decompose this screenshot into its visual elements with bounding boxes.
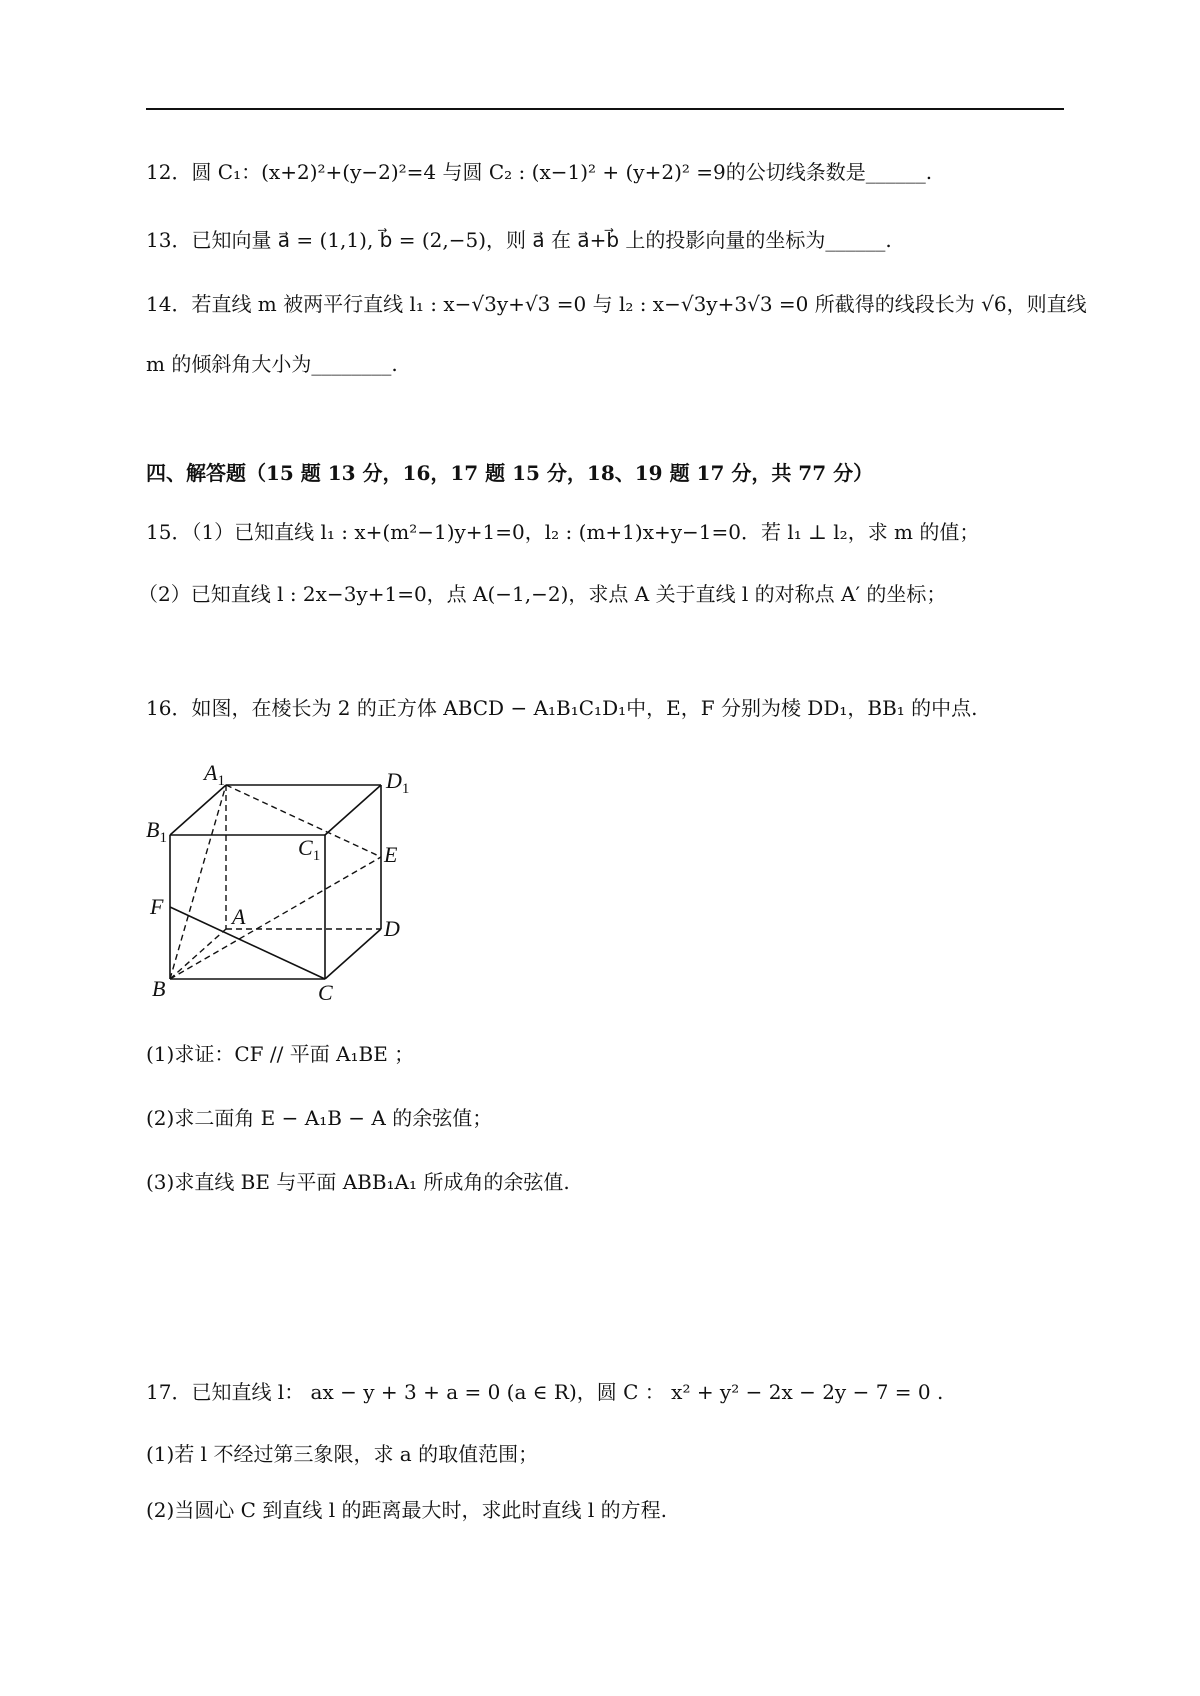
cube-diagram bbox=[140, 752, 430, 1012]
section-heading: 四、解答题（15 题 13 分，16，17 题 15 分，18、19 题 17 分，共 77 分） bbox=[146, 461, 874, 485]
label-C: C bbox=[318, 980, 333, 1005]
label-C1: $C_1$ bbox=[298, 835, 321, 864]
label-B1: $B_1$ bbox=[146, 817, 167, 846]
question-17-part-2: (2)当圆心 C 到直线 l 的距离最大时，求此时直线 l 的方程. bbox=[146, 1498, 667, 1522]
question-12: 12．圆 C₁：(x+2)²+(y−2)²=4 与圆 C₂ : (x−1)² + (y+2)² =9的公切线条数是______. bbox=[146, 160, 933, 184]
label-A1: $A_1$ bbox=[204, 760, 225, 789]
segment-BE bbox=[170, 857, 381, 979]
edge-AB bbox=[170, 929, 226, 979]
segment-CF bbox=[170, 907, 325, 979]
header-rule bbox=[146, 108, 1064, 110]
question-14-line-2: m 的倾斜角大小为________. bbox=[146, 352, 398, 376]
question-16: 16．如图，在棱长为 2 的正方体 ABCD − A₁B₁C₁D₁中，E，F 分别为棱 DD₁，BB₁ 的中点. bbox=[146, 696, 978, 720]
edge-CD bbox=[325, 929, 381, 979]
question-14-line-1: 14．若直线 m 被两平行直线 l₁ : x−√3y+√3 =0 与 l₂ : x−√3y+3√3 =0 所截得的线段长为 √6，则直线 bbox=[146, 292, 1087, 316]
segment-A1B bbox=[170, 785, 226, 979]
question-17: 17．已知直线 l： ax − y + 3 + a = 0 (a ∈ R)，圆 C ： x² + y² − 2x − 2y − 7 = 0 . bbox=[146, 1380, 944, 1404]
question-16-part-2: (2)求二面角 E − A₁B − A 的余弦值； bbox=[146, 1106, 493, 1130]
question-16-part-3: (3)求直线 BE 与平面 ABB₁A₁ 所成角的余弦值. bbox=[146, 1170, 570, 1194]
label-E: E bbox=[384, 842, 398, 867]
label-A: A bbox=[232, 904, 246, 929]
edge-C1D1 bbox=[325, 785, 381, 835]
question-15-part-2: （2）已知直线 l : 2x−3y+1=0，点 A(−1,−2)，求点 A 关于直线 l 的对称点 A′ 的坐标； bbox=[138, 582, 947, 606]
question-13: 13．已知向量 a⃗ = (1,1), b⃗ = (2,−5)，则 a⃗ 在 a⃗+b⃗ 上的投影向量的坐标为______. bbox=[146, 228, 892, 252]
edge-B1A1 bbox=[170, 785, 226, 835]
label-B: B bbox=[152, 976, 166, 1001]
question-15-part-1: 15．（1）已知直线 l₁ : x+(m²−1)y+1=0，l₂ : (m+1)x+y−1=0．若 l₁ ⊥ l₂，求 m 的值； bbox=[146, 520, 980, 544]
question-16-part-1: (1)求证：CF // 平面 A₁BE ； bbox=[146, 1042, 415, 1066]
label-D1: $D_1$ bbox=[386, 768, 410, 797]
label-D: D bbox=[384, 916, 400, 941]
cube-figure bbox=[140, 752, 430, 1012]
label-F: F bbox=[150, 894, 164, 919]
question-17-part-1: (1)若 l 不经过第三象限，求 a 的取值范围； bbox=[146, 1442, 539, 1466]
